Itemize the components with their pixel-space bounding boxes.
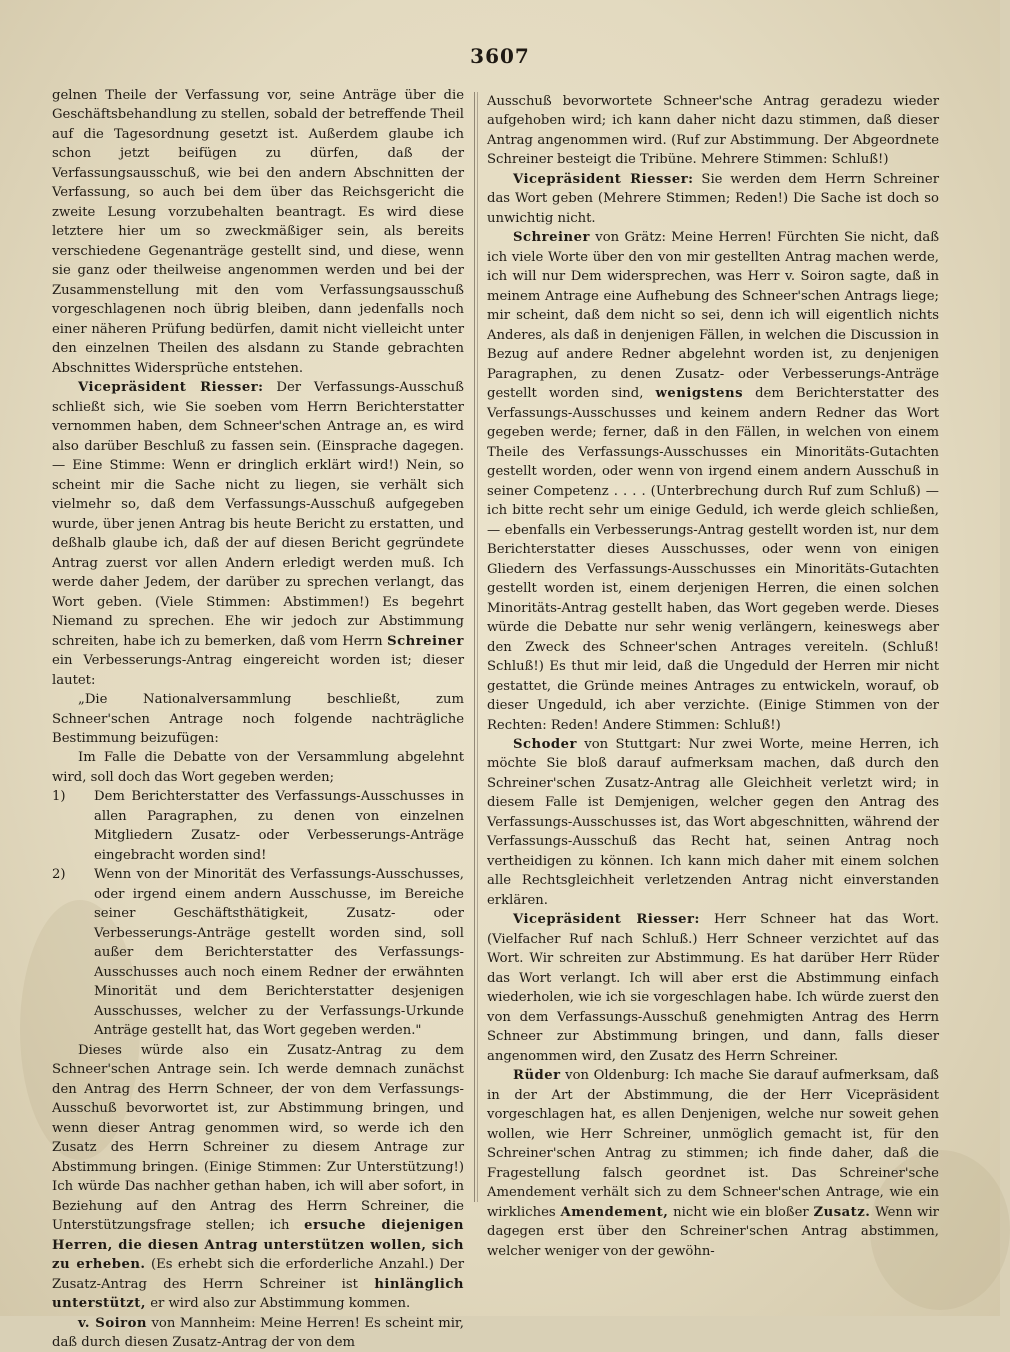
left-column	[52, 86, 464, 1352]
speech-text: von Oldenburg: Ich mache Sie darauf aufmerksam, daß in der Art der Abstimmung, die der Herr Vicepräsident vorgeschlagen hat, es allen Denjenigen, welche nur soweit gehen wollen, wie Herr Schreiner, unmöglich gemacht ist, für den Schreiner'schen Antrag zu stimmen; ich finde daher, daß die Fragestellung falsch geordnet ist. Das Schreiner'sche Amendement verhält sich zu dem Schneer'schen Antrage, wie ein wirkliches	[487, 1068, 939, 1220]
speech-text: Wenn wir dagegen erst über den Schreiner'schen Antrag abstimmen, welcher weniger von der gewöhn-	[487, 1204, 939, 1259]
column-divider	[477, 92, 478, 1202]
quoted-motion: „Die Nationalversammlung beschließt, zum Schneer'schen Antrage noch folgende nachträgliche Bestimmung beizufügen:	[52, 692, 464, 746]
spaced-text: hinlänglich unterstützt,	[52, 1276, 464, 1312]
speech-text: Der Verfassungs-Ausschuß schließt sich, wie Sie soeben vom Herrn Berichterstatter vernommen haben, dem Schneer'schen Antrage an, es wird also darüber Beschluß zu fassen sein. (Einsprache dagegen. — Eine Stimme: Wenn er dringlich erklärt wird!) Nein, so scheint mir die Sache nicht zu liegen, sie verhält sich vielmehr so, daß dem Verfassungs-Ausschuß aufgegeben wurde, über jenen Antrag bis heute Bericht zu erstatten, und deßhalb glaube ich, daß der auf diesen Bericht gegründete Antrag zuerst vor allen Andern erledigt werden muß. Ich werde daher Jedem, der darüber zu sprechen verlangt, das Wort geben. (Viele Stimmen: Abstimmen!) Es begehrt Niemand zu sprechen. Ehe wir jedoch zur Abstimmung schreiten, habe ich zu bemerken, daß vom Herrn	[52, 380, 464, 649]
speech-text: von Grätz: Meine Herren! Fürchten Sie nicht, daß ich viele Worte über den von mir gestellten Antrag machen werde, ich will nur Dem widersprechen, was Herr v. Soiron sagte, daß in meinem Antrage eine Aufhebung des Schneer'schen Antrags liege; mir scheint, daß dem nicht so sei, denn ich will eigentlich nichts Anderes, als daß in denjenigen Fällen, in welchen die Discussion in Bezug auf andere Redner abgelehnt worden ist, zu denjenigen Paragraphen, zu denen Zusatz- oder Verbesserungs-Anträge gestellt worden sind,	[487, 230, 939, 402]
paragraph: gelnen Theile der Verfassung vor, seine Anträge über die Geschäftsbehandlung zu stellen, sobald der betreffende Theil auf die Tagesordnung gesetzt ist. Außerdem glaube ich schon jetzt beifügen zu dürfen, daß der Verfassungsausschuß, wie bei den andern Abschnitten der Verfassung, so auch bei dem über das Reichsgericht die zweite Lesung vorzubehalten beantragt. Es wird diese letztere hier um so zweckmäßiger sein, als bereits verschiedene Gegenanträge gestellt sind, und diese, wenn sie ganz oder theilweise angenommen werden und bei der Zusammenstellung mit den vom Verfassungsausschuß vorgeschlagenen noch übrig bleiben, dann jedenfalls noch einer näheren Prüfung bedürfen, damit nicht vielleicht unter den einzelnen Theilen des alsdann zu Stande gebrachten Abschnittes Widersprüche entstehen.	[52, 88, 464, 376]
speech-text: Dieses würde also ein Zusatz-Antrag zu dem Schneer'schen Antrage sein. Ich werde demnach zunächst den Antrag des Herrn Schneer, der von dem Verfassungs-Ausschuß bevorwortet ist, zur Abstimmung bringen, und wenn dieser Antrag genommen wird, so werde ich den Zusatz des Herrn Schreiner zu diesem Antrage zur Abstimmung bringen. (Einige Stimmen: Zur Unterstützung!) Ich würde Das nachher gethan haben, ich will aber sofort, in Beziehung auf den Antrag des Herrn Schreiner, die Unterstützungsfrage stellen; ich	[52, 1042, 464, 1234]
speech-text: ein Verbesserungs-Antrag eingereicht worden ist; dieser lautet:	[52, 653, 464, 688]
numbered-item	[52, 787, 464, 865]
spaced-text: ersuche diejenigen Herren, die diesen Antrag unterstützen wollen, sich zu erheben.	[52, 1218, 465, 1273]
paragraph	[487, 228, 939, 735]
paragraph	[52, 1314, 464, 1352]
speech-text: (Es erhebt sich die erforderliche Anzahl.) Der Zusatz-Antrag des Herrn Schreiner ist	[52, 1257, 464, 1292]
speaker-name: Rüder	[513, 1068, 561, 1084]
spaced-name: Schreiner	[387, 633, 464, 649]
speech-text: er wird also zur Abstimmung kommen.	[150, 1296, 411, 1312]
column-divider	[474, 92, 475, 1202]
speech-text: von Mannheim: Meine Herren! Es scheint mir, daß durch diesen Zusatz-Antrag der von dem	[52, 1315, 464, 1350]
paragraph	[487, 170, 939, 228]
spaced-text: Zusatz.	[813, 1204, 871, 1220]
paragraph	[487, 910, 939, 1066]
speech-text: Sie werden dem Herrn Schreiner das Wort geben (Mehrere Stimmen; Reden!) Die Sache ist doch so unwichtig nicht.	[487, 171, 939, 226]
quoted-motion: Im Falle die Debatte von der Versammlung abgelehnt wird, soll doch das Wort gegeben werden;	[52, 750, 464, 785]
speech-text: dem Berichterstatter des Verfassungs-Ausschusses und keinem andern Redner das Wort gegeben werde; ferner, daß in den Fällen, in welchen von einem Theile des Verfassungs-Ausschusses ein Minoritäts-Gutachten gestellt worden, oder wenn von irgend einem andern Ausschuß in seiner Competenz . . . . (Unterbrechung durch Ruf zum Schluß) — ich bitte recht sehr um einige Geduld, ich werde gleich schließen, — ebenfalls ein Verbesserungs-Antrag gestellt worden ist, nur dem Berichterstatter dieses Ausschusses, oder wenn von einigen Gliedern des Verfassungs-Ausschusses ein Minoritäts-Gutachten gestellt worden ist, einem derjenigen Herren, die einen solchen Minoritäts-Antrag gestellt haben, das Wort gegeben werde. Dieses würde die Debatte nur sehr wenig verlängern, keineswegs aber den Zweck des Schneer'schen Antrages vereiteln. (Schluß! Schluß!) Es thut mir leid, daß die Ungeduld der Herren mir nicht gestattet, die Gründe meines Antrages zu entwickeln, worauf, ob dieser Ungeduld, ich aber verzichte. (Einige Stimmen von der Rechten: Reden! Andere Stimmen: Schluß!)	[487, 386, 939, 733]
spaced-text: wenigstens	[655, 386, 743, 402]
paragraph	[487, 1066, 939, 1261]
item-number: 1)	[52, 789, 66, 805]
speaker-name: Schreiner	[513, 230, 590, 246]
speech-text: Herr Schneer hat das Wort. (Vielfacher Ruf nach Schluß.) Herr Schneer verzichtet auf das Wort. Wir schreiten zur Abstimmung. Es hat darüber Herr Rüder das Wort verlangt. Ich will aber erst die Abstimmung einfach wiederholen, wie ich sie vorgeschlagen habe. Ich würde zuerst den von dem Verfassungs-Ausschuß genehmigten Antrag des Herrn Schneer zur Abstimmung bringen, und dann, falls dieser angenommen wird, den Zusatz des Herrn Schreiner.	[487, 912, 940, 1064]
page-number: 3607	[470, 44, 530, 68]
item-text: Dem Berichterstatter des Verfassungs-Ausschusses in allen Paragraphen, zu denen von einzelnen Mitgliedern Zusatz- oder Verbesserungs-Anträge eingebracht worden sind!	[94, 789, 464, 863]
speaker-name: v. Soiron	[78, 1315, 147, 1331]
speech-text: von Stuttgart: Nur zwei Worte, meine Herren, ich möchte Sie bloß darauf aufmerksam machen, daß durch den Schreiner'schen Zusatz-Antrag alle Gleichheit verletzt wird; in diesem Falle ist Demjenigen, welcher gegen den Antrag des Verfassungs-Ausschusses ist, das Wort abgeschnitten, während der Verfassungs-Ausschuß das Recht hat, seinen Antrag noch vertheidigen zu können. Ich kann mich daher mit einem solchen alle Rechtsgleichheit verletzenden Antrag nicht einverstanden erklären.	[487, 736, 939, 908]
speaker-name: Vicepräsident Riesser:	[513, 171, 694, 187]
item-number: 2)	[52, 867, 66, 883]
speaker-name: Vicepräsident Riesser:	[78, 380, 264, 396]
speaker-name: Vicepräsident Riesser:	[513, 912, 700, 928]
paragraph	[52, 378, 464, 690]
paragraph	[52, 1041, 464, 1314]
numbered-item	[52, 865, 464, 1040]
spaced-text: Amendement,	[560, 1204, 669, 1220]
speech-text: nicht wie ein bloßer	[673, 1204, 809, 1220]
item-text: Wenn von der Minorität des Verfassungs-Ausschusses, oder irgend einem andern Ausschusse, im Bereiche seiner Geschäftsthätigkeit, Zusatz- oder Verbesserungs-Anträge gestellt worden sind, soll außer dem Berichterstatter des Verfassungs-Ausschusses auch noch einem Redner der erwähnten Minorität und dem Berichterstatter desjenigen Ausschusses, welcher zu der Verfassungs-Urkunde Anträge gestellt hat, das Wort gegeben werden."	[94, 867, 464, 1039]
speaker-name: Schoder	[513, 736, 577, 752]
paragraph: Ausschuß bevorwortete Schneer'sche Antrag geradezu wieder aufgehoben wird; ich kann daher nicht dazu stimmen, daß dieser Antrag angenommen wird. (Ruf zur Abstimmung. Der Abgeordnete Schreiner besteigt die Tribüne. Mehrere Stimmen: Schluß!)	[487, 94, 939, 168]
paragraph	[487, 735, 939, 910]
right-column	[487, 92, 939, 1261]
